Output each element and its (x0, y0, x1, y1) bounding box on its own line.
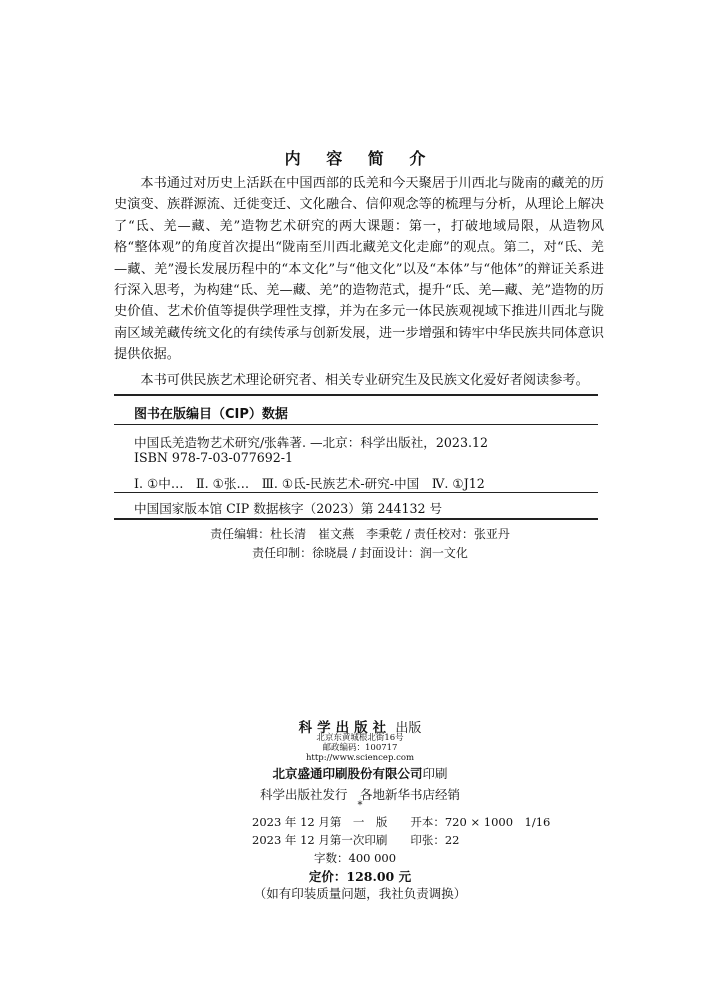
credits-editors: 责任编辑：杜长清 崔文燕 李秉乾 / 责任校对：张亚丹 (210, 527, 510, 541)
publisher-name: 科学出版社 (298, 720, 392, 736)
publisher-website: http://www.sciencep.com (305, 753, 415, 763)
cip-record-number: 中国国家版本馆 CIP 数据核字（2023）第 244132 号 (134, 501, 443, 516)
credits-production: 责任印制：徐晓晨 / 封面设计：润一文化 (252, 546, 468, 560)
publisher-suffix: 出版 (395, 721, 422, 736)
printing-line: 2023 年 12 月第一次印刷 印张：22 (252, 833, 460, 847)
intro-paragraph-2: 本书可供民族艺术理论研究者、相关专业研究生及民族文化爱好者阅读参考。 (140, 372, 589, 388)
printer-suffix: 印刷 (422, 766, 448, 781)
cip-top-rule (114, 394, 598, 396)
quality-note: （如有印装质量问题，我社负责调换） (253, 886, 467, 901)
intro-paragraph-1: 本书通过对历史上活跃在中国西部的氐羌和今天聚居于川西北与陇南的藏羌的历史演变、族群源流、迁徙变迁、文化融合、信仰观念等的梳理与分析，从理论上解决了“氐、羌—藏、羌”造物艺术研究的两大课题：第一，打破地域局限，从造物风格“整体观”的角度首次提出“陇南至川西北藏羌文化走廊”的观点。第二，对“氐、羌—藏、羌”漫长发展历程中的“本文化”与“他文化”以及“本体”与“他体”的辩证关系进行深入思考，为构建“氐、羌—藏、羌”的造物范式，提升“氐、羌—藏、羌”造物的历史价值、艺术价值等提供学理性支撑，并为在多元一体民族观视域下推进川西北与陇南区域羌藏传统文化的有续传承与创新发展，进一步增强和铸牢中华民族共同体意识提供依据。 (114, 176, 604, 363)
cip-middle-rule (114, 492, 598, 493)
intro-abstract (114, 173, 604, 391)
separator-star: * (357, 800, 363, 811)
distribution-line: 科学出版社发行 各地新华书店经销 (259, 787, 460, 802)
intro-title: 内 容 简 介 (284, 149, 436, 168)
edition-line: 2023 年 12 月第 一 版 开本：720 × 1000 1/16 (252, 815, 551, 829)
price: 定价：128.00 元 (308, 869, 412, 884)
cip-isbn: ISBN 978-7-03-077692-1 (134, 450, 294, 465)
cip-header-rule (114, 424, 598, 425)
cip-heading: 图书在版编目（CIP）数据 (134, 407, 288, 422)
printer-name: 北京盛通印刷股份有限公司 (272, 766, 423, 781)
publisher-postcode: 邮政编码：100717 (322, 743, 398, 753)
cip-bibliographic-line: 中国氐羌造物艺术研究/张犇著. —北京：科学出版社，2023.12 (134, 435, 488, 450)
cip-classification: Ⅰ. ①中… Ⅱ. ①张… Ⅲ. ①氐-民族艺术-研究-中国 Ⅳ. ①J12 (134, 476, 485, 491)
word-count: 字数：400 000 (314, 851, 397, 865)
cip-bottom-rule (114, 518, 598, 520)
publisher-address: 北京东黄城根北街16号 (316, 733, 404, 743)
printer-line (0, 764, 720, 782)
publisher-address-block (0, 733, 720, 763)
